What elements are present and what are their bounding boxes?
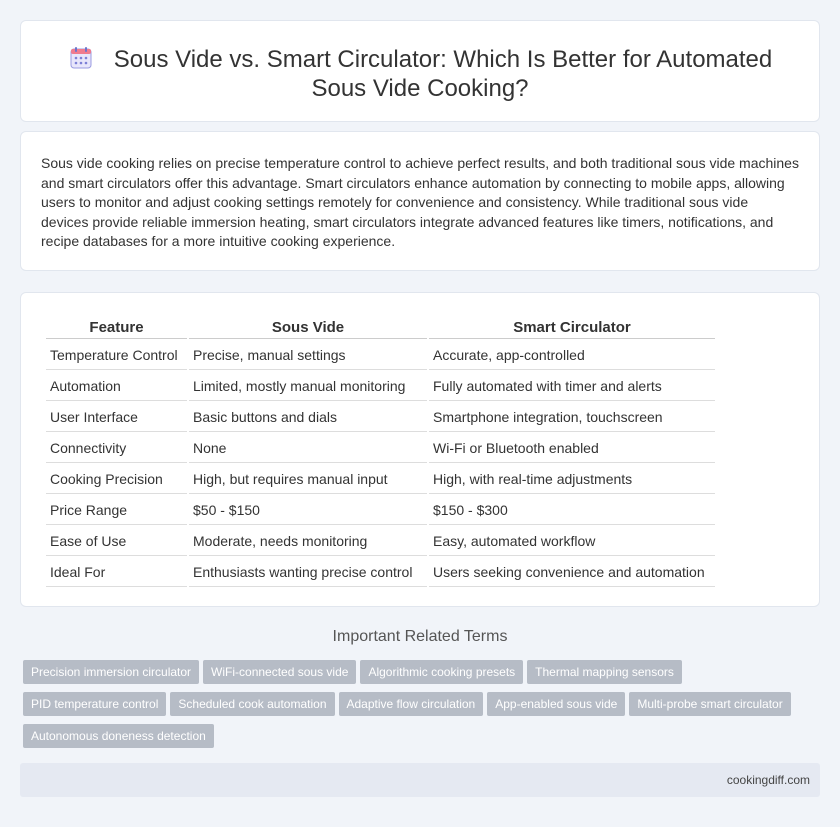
table-cell: Connectivity [46,434,187,463]
table-row [46,465,715,494]
header-sous-vide: Sous Vide [189,317,427,339]
table-cell: Enthusiasts wanting precise control [189,558,427,587]
table-cell: Precise, manual settings [189,341,427,370]
table-cell: Wi-Fi or Bluetooth enabled [429,434,715,463]
table-row [46,403,715,432]
title-text-1: Sous Vide vs. Smart Circulator: Which Is Better for Automated [113,46,773,73]
title-card [20,20,820,122]
table-cell: Ease of Use [46,527,187,556]
term-tag[interactable]: WiFi-connected sous vide [203,660,356,684]
title-line-2: Sous Vide Cooking? [311,75,529,102]
term-tag[interactable]: PID temperature control [23,692,166,716]
table-row [46,527,715,556]
table-cell: Users seeking convenience and automation [429,558,715,587]
table-cell: Limited, mostly manual monitoring [189,372,427,401]
term-tag[interactable]: App-enabled sous vide [487,692,625,716]
table-cell: Accurate, app-controlled [429,341,715,370]
table-cell: $150 - $300 [429,496,715,525]
table-header-row [46,317,715,339]
term-tag[interactable]: Multi-probe smart circulator [629,692,790,716]
term-tag[interactable]: Scheduled cook automation [170,692,334,716]
related-terms-heading: Important Related Terms [332,628,508,645]
term-tag[interactable]: Algorithmic cooking presets [360,660,523,684]
header-smart-circulator: Smart Circulator [429,317,715,339]
calendar-icon [68,45,94,71]
related-terms-list [23,660,823,756]
table-cell: High, with real-time adjustments [429,465,715,494]
table-row [46,341,715,370]
table-cell: High, but requires manual input [189,465,427,494]
table-row [46,372,715,401]
intro-paragraph: Sous vide cooking relies on precise temperature control to achieve perfect results, and both traditional sous vide machines and smart circulators offer this advantage. Smart circulators enhance automation by connecting to mobile apps, allowing users to monitor and adjust cooking settings remotely for convenience and consistency. While traditional sous vide devices provide reliable immersion heating, smart circulators integrate advanced features like timers, notifications, and recipe databases for a more intuitive cooking experience. [41,155,799,249]
table-cell: Temperature Control [46,341,187,370]
comparison-table [44,315,717,589]
table-cell: Ideal For [46,558,187,587]
term-tag[interactable]: Thermal mapping sensors [527,660,682,684]
title-line-1 [21,45,819,74]
page-title [21,45,819,103]
table-cell: Price Range [46,496,187,525]
comparison-card [20,292,820,607]
footer-site-link[interactable]: cookingdiff.com [726,773,810,787]
table-cell: Smartphone integration, touchscreen [429,403,715,432]
table-cell: Automation [46,372,187,401]
table-cell: Moderate, needs monitoring [189,527,427,556]
term-tag[interactable]: Autonomous doneness detection [23,724,214,748]
table-row [46,496,715,525]
table-cell: None [189,434,427,463]
table-row [46,558,715,587]
term-tag[interactable]: Precision immersion circulator [23,660,199,684]
intro-card [20,131,820,271]
term-tag[interactable]: Adaptive flow circulation [339,692,484,716]
table-cell: $50 - $150 [189,496,427,525]
footer [20,763,820,797]
table-cell: User Interface [46,403,187,432]
table-cell: Basic buttons and dials [189,403,427,432]
table-cell: Easy, automated workflow [429,527,715,556]
table-cell: Fully automated with timer and alerts [429,372,715,401]
table-row [46,434,715,463]
table-cell: Cooking Precision [46,465,187,494]
header-feature: Feature [46,317,187,339]
